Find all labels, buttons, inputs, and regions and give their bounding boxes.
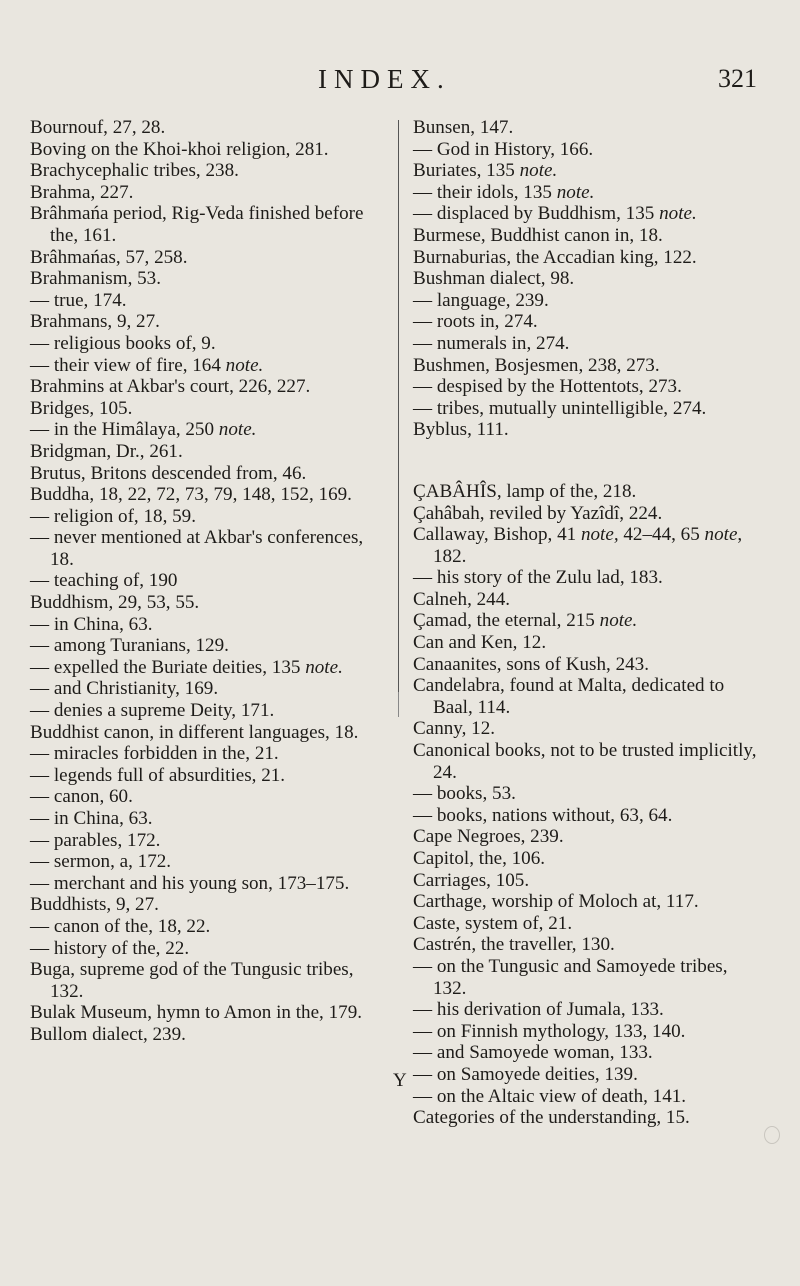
index-entry xyxy=(413,268,763,290)
index-entry xyxy=(30,765,370,787)
index-entry-text: — displaced by Buddhism, 135 xyxy=(413,203,655,225)
index-entry-text: — never mentioned at Akbar's conferences, 18. xyxy=(30,527,364,570)
index-entry-text: — on the Altaic view of death, 141. xyxy=(413,1085,687,1107)
index-entry xyxy=(30,527,370,570)
index-entry-text: Buddhism, 29, 53, 55. xyxy=(30,592,200,614)
index-entry-text: Bridges, 105. xyxy=(30,397,133,419)
index-entry-text: Canaanites, sons of Kush, 243. xyxy=(413,653,649,675)
index-entry-text: Callaway, Bishop, 41 xyxy=(413,524,577,546)
index-group-b xyxy=(413,117,763,441)
index-entry xyxy=(30,333,370,355)
index-entry-text: — their idols, 135 xyxy=(413,181,552,203)
index-entry-text: Byblus, 111. xyxy=(413,419,509,441)
index-entry xyxy=(413,203,763,225)
index-entry-text: — on Finnish mythology, 133, 140. xyxy=(413,1020,686,1042)
index-entry xyxy=(413,376,763,398)
index-entry-text: Boving on the Khoi-khoi religion, 281. xyxy=(30,138,329,160)
index-entry-text: — sermon, a, 172. xyxy=(30,851,172,873)
index-entry-text: Castrén, the traveller, 130. xyxy=(413,934,615,956)
index-entry-text: Brutus, Britons descended from, 46. xyxy=(30,462,307,484)
index-entry-text: — books, nations without, 63, 64. xyxy=(413,804,673,826)
index-entry-text: Buddha, 18, 22, 72, 73, 79, 148, 152, 169. xyxy=(30,484,352,506)
index-entry-text: Brahmanism, 53. xyxy=(30,268,161,290)
index-entry-note: note. xyxy=(599,610,638,632)
index-entry xyxy=(30,290,370,312)
column-divider-lower xyxy=(398,692,399,717)
index-entry xyxy=(30,355,370,377)
index-entry xyxy=(30,722,370,744)
index-entry xyxy=(413,160,763,182)
index-entry-text: Burmese, Buddhist canon in, 18. xyxy=(413,224,663,246)
index-entry-note: note xyxy=(704,524,738,546)
index-entry-text: — in China, 63. xyxy=(30,613,153,635)
index-entry-text: — religious books of, 9. xyxy=(30,332,216,354)
section-gap xyxy=(413,441,763,481)
index-entry-text: — roots in, 274. xyxy=(413,311,538,333)
index-entry xyxy=(413,870,763,892)
index-entry-text: ÇABÂHÎS, lamp of the, 218. xyxy=(413,480,637,502)
index-entry-text: Canny, 12. xyxy=(413,718,496,740)
index-entry xyxy=(413,117,763,139)
index-entry-text: Buddhist canon, in different languages, 18. xyxy=(30,721,359,743)
index-entry xyxy=(30,419,370,441)
index-entry-text: — canon, 60. xyxy=(30,786,133,808)
index-entry-note: note. xyxy=(305,656,343,678)
page-number: 321 xyxy=(718,64,757,93)
index-entry xyxy=(413,589,763,611)
index-entry xyxy=(30,657,370,679)
index-entry-text: Candelabra, found at Malta, dedicated to Baal, 114. xyxy=(413,675,725,718)
index-entry xyxy=(30,311,370,333)
index-entry-text: — in China, 63. xyxy=(30,808,153,829)
index-column-left xyxy=(30,117,370,1046)
index-entry xyxy=(30,441,370,463)
index-entry xyxy=(30,592,370,614)
signature-mark: Y xyxy=(393,1070,407,1091)
index-entry-text: Bulak Museum, hymn to Amon in the, 179. xyxy=(30,1002,363,1024)
index-entry-text: Brahmins at Akbar's court, 226, 227. xyxy=(30,376,311,398)
index-entry-text: Categories of the understanding, 15. xyxy=(413,1107,690,1129)
index-entry-text: — despised by the Hottentots, 273. xyxy=(413,376,682,398)
index-entry xyxy=(413,740,763,783)
index-entry-text: Canonical books, not to be trusted implicitly, 24. xyxy=(413,740,757,783)
index-entry-text: — in the Himâlaya, 250 xyxy=(30,419,215,441)
index-entry xyxy=(30,614,370,636)
index-entry xyxy=(413,610,763,632)
index-entry-note: note. xyxy=(556,181,595,203)
index-entry xyxy=(30,484,370,506)
index-entry xyxy=(30,203,370,246)
index-entry-text: — parables, 172. xyxy=(30,829,161,851)
index-entry xyxy=(413,1021,763,1043)
index-entry xyxy=(413,247,763,269)
index-entry xyxy=(413,355,763,377)
index-entry-text: Carriages, 105. xyxy=(413,869,530,891)
page-blemish xyxy=(764,1126,780,1144)
index-entry xyxy=(30,678,370,700)
index-entry xyxy=(413,934,763,956)
index-entry-text: — history of the, 22. xyxy=(30,937,190,959)
index-entry xyxy=(30,506,370,528)
index-entry xyxy=(30,463,370,485)
index-entry xyxy=(413,999,763,1021)
index-entry xyxy=(413,419,763,441)
index-column-right xyxy=(413,117,763,1129)
index-entry: Callaway, Bishop, 41 note, 42–44, 65 note, 182. xyxy=(413,524,743,567)
index-entry xyxy=(30,139,370,161)
index-entry-text: — numerals in, 274. xyxy=(413,332,570,354)
index-entry xyxy=(30,268,370,290)
page-header xyxy=(0,64,800,104)
index-entry xyxy=(30,160,370,182)
index-entry-text: Brâhmańas, 57, 258. xyxy=(30,246,188,268)
index-entry-text: Çamad, the eternal, 215 xyxy=(413,610,595,632)
index-entry xyxy=(30,851,370,873)
index-entry xyxy=(413,654,763,676)
index-entry-text: Bullom dialect, 239. xyxy=(30,1023,186,1045)
index-entry-text: Buddhists, 9, 27. xyxy=(30,894,159,916)
index-entry-tail: 42–44, 65 xyxy=(618,524,700,546)
index-entry xyxy=(30,1002,370,1024)
index-entry-text: — merchant and his young son, 173–175. xyxy=(30,872,350,894)
index-entry xyxy=(30,786,370,808)
index-entry-text: Brahma, 227. xyxy=(30,181,134,203)
index-entry-text: Can and Ken, 12. xyxy=(413,632,547,654)
index-entry xyxy=(413,826,763,848)
index-entry-text: — God in History, 166. xyxy=(413,138,594,160)
index-entry xyxy=(30,398,370,420)
index-entry-text: — and Christianity, 169. xyxy=(30,678,219,700)
index-entry-text: Burnaburias, the Accadian king, 122. xyxy=(413,246,697,268)
index-entry-text: — and Samoyede woman, 133. xyxy=(413,1042,653,1064)
index-entry-text: — their view of fire, 164 xyxy=(30,354,221,376)
index-entry-text: — among Turanians, 129. xyxy=(30,635,229,657)
index-entry xyxy=(30,894,370,916)
index-entry-text: — language, 239. xyxy=(413,289,549,311)
index-entry xyxy=(413,567,763,589)
index-entry xyxy=(413,182,763,204)
index-entry-note: note. xyxy=(225,354,264,376)
index-entry-note: note, xyxy=(580,524,619,546)
index-entry xyxy=(413,718,763,740)
index-entry-text: — expelled the Buriate deities, 135 xyxy=(30,656,301,678)
column-divider xyxy=(398,120,399,692)
index-entry-text: Bridgman, Dr., 261. xyxy=(30,440,183,462)
index-entry-text: — teaching of, 190 xyxy=(30,570,178,592)
index-entry-text: — tribes, mutually unintelligible, 274. xyxy=(413,397,707,419)
index-entry xyxy=(30,743,370,765)
index-entry xyxy=(413,632,763,654)
index-entry xyxy=(413,805,763,827)
index-entry-text: Capitol, the, 106. xyxy=(413,848,546,869)
index-entry xyxy=(30,938,370,960)
index-entry-text: Caste, system of, 21. xyxy=(413,912,573,934)
index-entry-text: Buga, supreme god of the Tungusic tribes, 132. xyxy=(30,959,354,1002)
index-entry-text: Bunsen, 147. xyxy=(413,117,514,138)
index-entry xyxy=(30,700,370,722)
index-entry xyxy=(413,139,763,161)
index-entry-text: — books, 53. xyxy=(413,783,516,805)
index-entry xyxy=(413,333,763,355)
index-entry xyxy=(413,783,763,805)
index-entry xyxy=(413,1064,763,1086)
index-entry-text: Brachycephalic tribes, 238. xyxy=(30,160,239,182)
index-entry-text: — true, 174. xyxy=(30,289,127,311)
index-group-c xyxy=(413,481,763,1129)
index-entry xyxy=(30,873,370,895)
index-entry-text: Brâhmańa period, Rig-Veda finished before the, 161. xyxy=(30,203,364,246)
index-entry xyxy=(30,959,370,1002)
index-entry xyxy=(413,913,763,935)
index-entry xyxy=(413,1042,763,1064)
index-entry-text: — his derivation of Jumala, 133. xyxy=(413,999,664,1021)
index-entry-note: note. xyxy=(218,419,257,441)
index-entry xyxy=(413,503,763,525)
index-entry-text: Buriates, 135 xyxy=(413,160,515,182)
index-entry xyxy=(413,481,763,503)
index-entry-text: — on the Tungusic and Samoyede tribes, 132. xyxy=(413,955,728,999)
index-entry xyxy=(413,956,763,999)
index-entry-text: Bournouf, 27, 28. xyxy=(30,117,166,138)
index-entry xyxy=(413,1107,763,1129)
index-entry xyxy=(413,398,763,420)
index-entry xyxy=(30,808,370,830)
index-entry xyxy=(413,891,763,913)
index-entry-text: — on Samoyede deities, 139. xyxy=(413,1063,638,1085)
index-entry xyxy=(413,311,763,333)
page-title: INDEX. xyxy=(318,64,451,94)
index-entry-note: note. xyxy=(519,160,558,182)
index-entry xyxy=(413,225,763,247)
index-entry xyxy=(30,635,370,657)
index-entry-text: Bushmen, Bosjesmen, 238, 273. xyxy=(413,354,660,376)
index-entry-text: Çahâbah, reviled by Yazîdî, 224. xyxy=(413,502,663,524)
index-entry xyxy=(413,290,763,312)
index-entry-text: — legends full of absurdities, 21. xyxy=(30,764,286,786)
index-entry-text: Brahmans, 9, 27. xyxy=(30,311,160,333)
index-entry-text: — denies a supreme Deity, 171. xyxy=(30,700,275,722)
index-entry xyxy=(413,675,763,718)
index-entry xyxy=(30,570,370,592)
index-entry xyxy=(30,916,370,938)
index-entry-note: note. xyxy=(659,203,697,225)
index-entry xyxy=(30,376,370,398)
index-entry-text: — his story of the Zulu lad, 183. xyxy=(413,567,663,589)
index-entry xyxy=(30,247,370,269)
index-entry xyxy=(413,848,763,870)
index-entry-text: — canon of the, 18, 22. xyxy=(30,915,211,937)
index-entry xyxy=(30,117,370,139)
index-entry xyxy=(30,182,370,204)
index-entry xyxy=(30,830,370,852)
index-entry xyxy=(30,1024,370,1046)
index-entry xyxy=(413,1086,763,1108)
index-entry-text: Carthage, worship of Moloch at, 117. xyxy=(413,891,699,913)
index-entry-text: Cape Negroes, 239. xyxy=(413,826,564,848)
index-entry-text: Bushman dialect, 98. xyxy=(413,268,575,290)
index-entry-text: Calneh, 244. xyxy=(413,588,511,610)
index-entry-text: — miracles forbidden in the, 21. xyxy=(30,743,279,765)
index-entry-text: — religion of, 18, 59. xyxy=(30,505,196,527)
